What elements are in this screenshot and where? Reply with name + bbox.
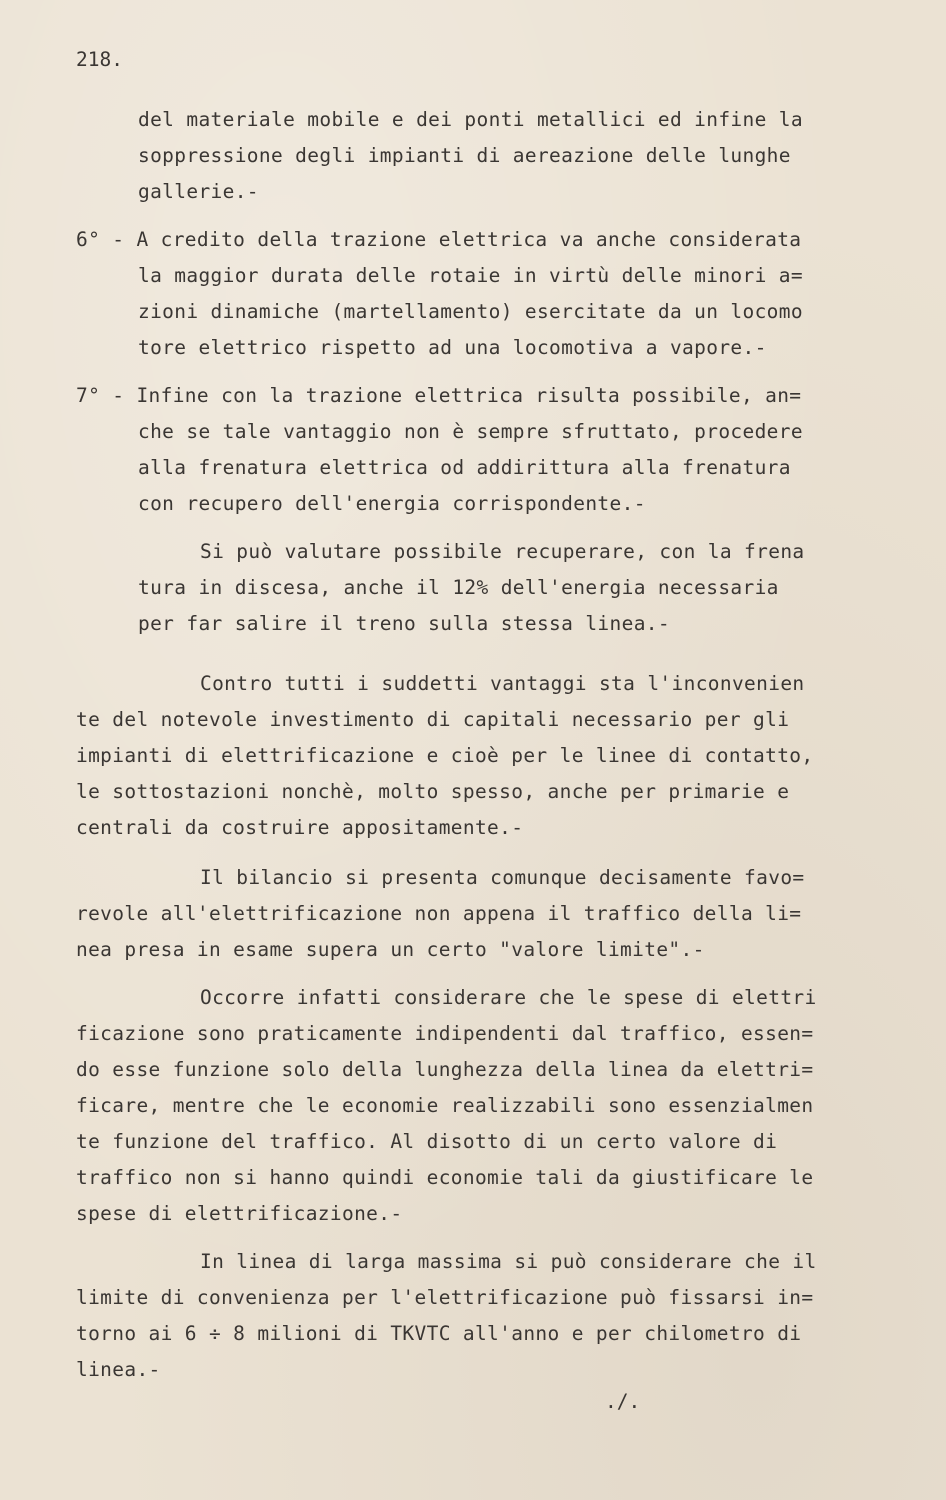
text-line: soppressione degli impianti di aereazione delle lunghe (138, 144, 791, 167)
text-line: limite di convenienza per l'elettrificazione può fissarsi in= (76, 1286, 814, 1309)
text-line: do esse funzione solo della lunghezza della linea da elettri= (76, 1058, 814, 1081)
text-line: 7° - Infine con la trazione elettrica risulta possibile, an= (76, 384, 802, 407)
text-line: per far salire il treno sulla stessa linea.- (138, 612, 670, 635)
text-line: revole all'elettrificazione non appena il traffico della li= (76, 902, 802, 925)
text-line: 6° - A credito della trazione elettrica va anche considerata (76, 228, 802, 251)
continuation-mark: ./. (605, 1390, 641, 1413)
text-line: Contro tutti i suddetti vantaggi sta l'inconvenien (200, 672, 805, 695)
text-line: spese di elettrificazione.- (76, 1202, 403, 1225)
text-line: te del notevole investimento di capitali necessario per gli (76, 708, 790, 731)
text-line: gallerie.- (138, 180, 259, 203)
text-line: traffico non si hanno quindi economie tali da giustificare le (76, 1166, 814, 1189)
text-line: la maggior durata delle rotaie in virtù delle minori a= (138, 264, 803, 287)
text-line: del materiale mobile e dei ponti metallici ed infine la (138, 108, 803, 131)
text-line: tura in discesa, anche il 12% dell'energia necessaria (138, 576, 779, 599)
text-line: impianti di elettrificazione e cioè per le linee di contatto, (76, 744, 814, 767)
text-line: Si può valutare possibile recuperare, con la frena (200, 540, 805, 563)
text-line: linea.- (76, 1358, 161, 1381)
text-line: Il bilancio si presenta comunque decisamente favo= (200, 866, 805, 889)
text-line: In linea di larga massima si può considerare che il (200, 1250, 817, 1273)
page-number: 218. (76, 48, 123, 71)
text-line: le sottostazioni nonchè, molto spesso, anche per primarie e (76, 780, 790, 803)
text-line: te funzione del traffico. Al disotto di un certo valore di (76, 1130, 778, 1153)
text-line: zioni dinamiche (martellamento) esercitate da un locomo (138, 300, 803, 323)
text-line: torno ai 6 ÷ 8 milioni di TKVTC all'anno e per chilometro di (76, 1322, 802, 1345)
text-line: centrali da costruire appositamente.- (76, 816, 524, 839)
text-line: con recupero dell'energia corrispondente.- (138, 492, 646, 515)
text-line: nea presa in esame supera un certo "valore limite".- (76, 938, 705, 961)
text-line: ficare, mentre che le economie realizzabili sono essenzialmen (76, 1094, 814, 1117)
text-line: Occorre infatti considerare che le spese di elettri (200, 986, 817, 1009)
text-line: che se tale vantaggio non è sempre sfruttato, procedere (138, 420, 803, 443)
text-line: ficazione sono praticamente indipendenti dal traffico, essen= (76, 1022, 814, 1045)
text-line: alla frenatura elettrica od addirittura alla frenatura (138, 456, 791, 479)
text-line: tore elettrico rispetto ad una locomotiva a vapore.- (138, 336, 767, 359)
